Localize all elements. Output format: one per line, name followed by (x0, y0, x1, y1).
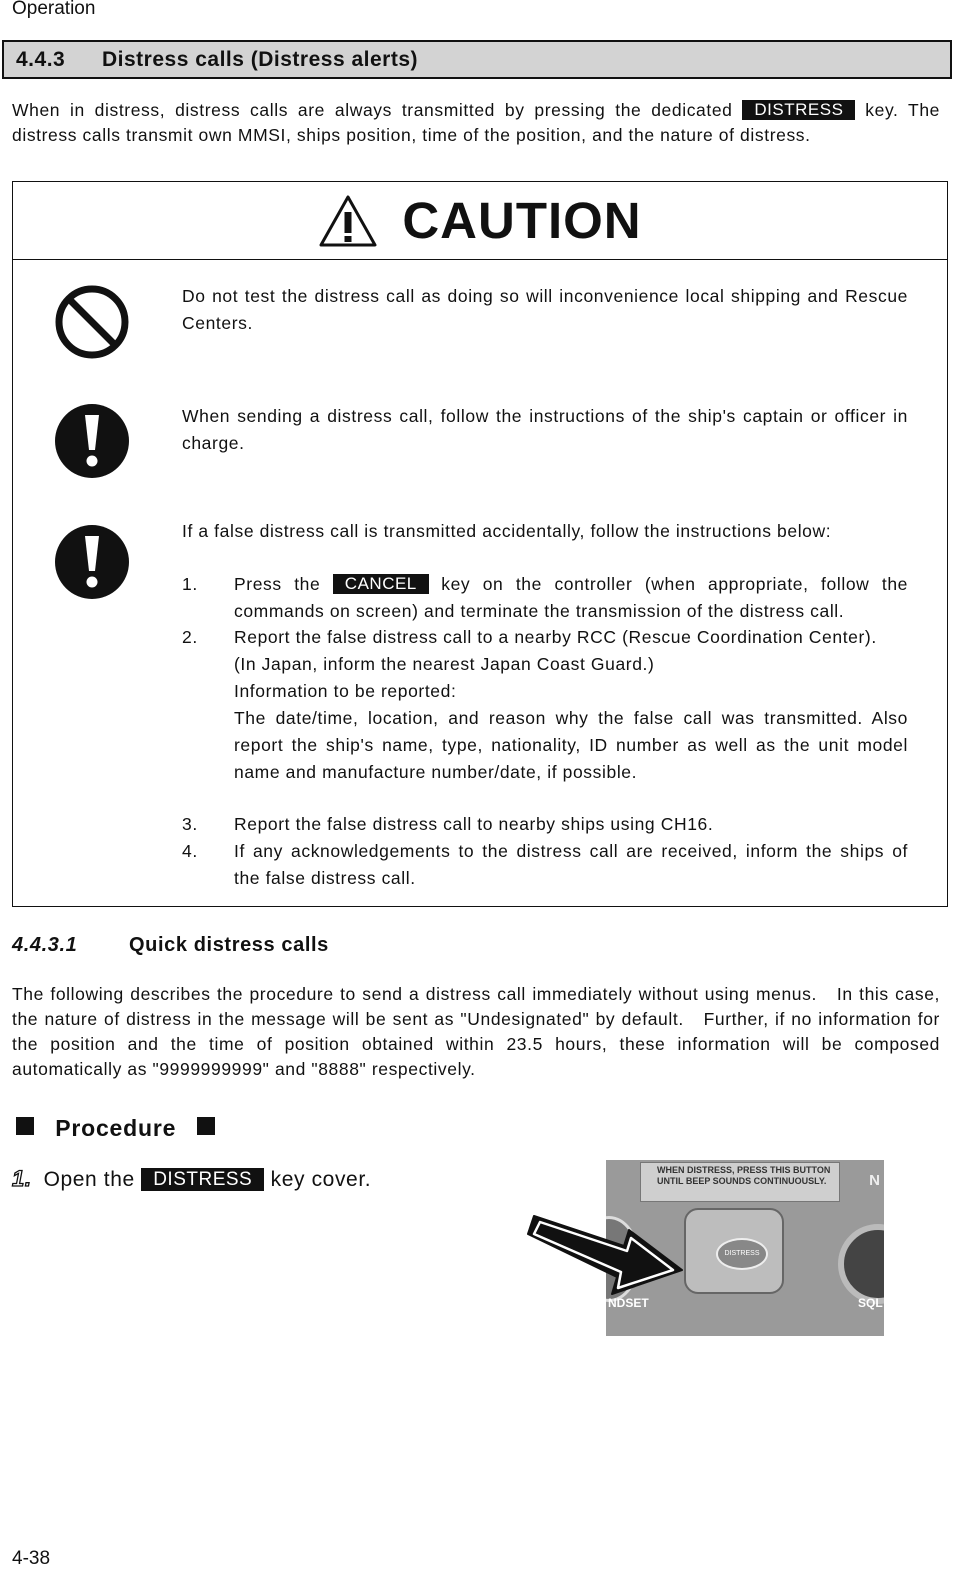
procedure-heading (16, 1115, 215, 1142)
squelch-label: SQL (858, 1296, 883, 1310)
step-text: If any acknowledgements to the distress call are received, inform the ships of the false distress call. (234, 841, 908, 888)
procedure-title: Procedure (55, 1115, 177, 1141)
prohibition-icon (54, 284, 130, 360)
step-note: Information to be reported: (234, 681, 457, 701)
square-bullet-icon (197, 1117, 215, 1135)
caution-box (12, 181, 948, 907)
caution-item-text: When sending a distress call, follow the instructions of the ship's captain or officer in charge. (182, 406, 908, 453)
subsection-heading (12, 934, 329, 957)
section-number: 4.4.3 (16, 47, 66, 71)
intro-text-before: When in distress, distress calls are always transmitted by pressing the dedicated (12, 100, 743, 120)
distress-key-label: DISTRESS (141, 1168, 264, 1191)
caution-title: CAUTION (402, 192, 642, 249)
step-text-before: Open the (43, 1168, 142, 1191)
section-heading (2, 40, 952, 79)
step-number: 3. (182, 814, 198, 834)
step-text: Report the false distress call to nearby ships using CH16. (234, 814, 714, 834)
page-number: 4-38 (12, 1548, 51, 1569)
step-text-before: Press the (234, 574, 333, 594)
handset-label: NDSET (608, 1296, 649, 1310)
squelch-knob (838, 1224, 884, 1304)
pointer-arrow-icon (526, 1198, 688, 1298)
step-number: 2. (182, 627, 198, 647)
step-text-after: key on the controller (when appropriate, follow the commands on screen) and terminate the transmission of the distress call. (234, 574, 908, 621)
step-number: 1. (12, 1166, 32, 1191)
caution-header (13, 182, 947, 260)
step-note: (In Japan, inform the nearest Japan Coast Guard.) (234, 654, 655, 674)
square-bullet-icon (16, 1117, 34, 1135)
intro-paragraph (12, 98, 940, 148)
mandatory-action-icon (54, 403, 130, 479)
procedure-step (12, 1166, 371, 1192)
caution-item-text: Do not test the distress call as doing so will inconvenience local shipping and Rescue Centers. (182, 286, 908, 333)
panel-edge-label: N (869, 1172, 880, 1189)
distress-key-cover (684, 1208, 784, 1294)
step-text-after: key cover. (264, 1168, 372, 1191)
step-number: 4. (182, 841, 198, 861)
mandatory-action-icon (54, 524, 130, 600)
step-number: 1. (182, 574, 198, 594)
step-text (234, 571, 908, 625)
running-head: Operation (12, 0, 96, 19)
step-main-text: Report the false distress call to a nearby RCC (Rescue Coordination Center). (234, 627, 877, 647)
caution-item-text: If a false distress call is transmitted accidentally, follow the instructions below: (182, 521, 832, 541)
subsection-number: 4.4.3.1 (12, 934, 78, 956)
section-title: Distress calls (Distress alerts) (102, 47, 418, 71)
cancel-key-label: CANCEL (333, 574, 429, 594)
subsection-title: Quick distress calls (129, 934, 329, 956)
step-note: The date/time, location, and reason why the false call was transmitted. Also report the ship's name, type, nationality, ID number as well as the unit model name and manufacture number/date, if possible. (234, 708, 908, 782)
subsection-paragraph: The following describes the procedure to send a distress call immediately without using menus. In this case, the nature of distress in the message will be sent as "Undesignated" by default. Further, if no information for the position and the time of position obtained within 23.5 hours, these information will be composed automatically as "9999999999" and "8888" respectively. (12, 984, 940, 1079)
false-call-steps (182, 571, 908, 891)
warning-triangle-icon (318, 194, 378, 248)
distress-key-label: DISTRESS (742, 100, 855, 120)
intro-text-after: key. The distress calls transmit own MMSI, ships position, time of the position, and the nature of distress. (12, 100, 940, 145)
panel-warning-label: WHEN DISTRESS, PRESS THIS BUTTON UNTIL BEEP SOUNDS CONTINUOUSLY. (640, 1162, 840, 1202)
distress-button: DISTRESS (716, 1238, 768, 1270)
step-text (234, 624, 908, 786)
